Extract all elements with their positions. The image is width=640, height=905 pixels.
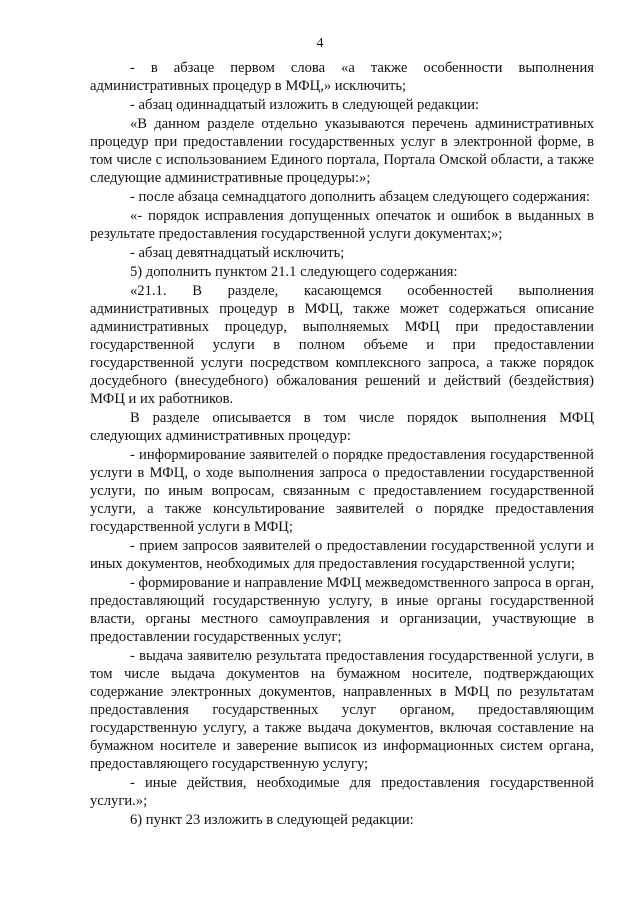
paragraph-after-seventeenth: - после абзаца семнадцатого дополнить абзацем следующего содержания: xyxy=(130,189,590,205)
paragraph-typo-correction: «- порядок исправления допущенных опечаток и ошибок в выданных в результате предоставления государственной услуги документах;»; xyxy=(90,208,594,242)
list-item-informing: - информирование заявителей о порядке предоставления государственной услуги в МФЦ, о ходе выполнения запроса о предоставлении государственной услуги, по иным вопросам, связанным с предоставлением государственной услуги, а также консультирование заявителей о порядке предоставления государственной услуги в МФЦ; xyxy=(90,447,594,535)
paragraph-nineteenth-delete: - абзац девятнадцатый исключить; xyxy=(130,245,345,261)
list-item-reception: - прием запросов заявителей о предоставлении государственной услуги и иных документов, необходимых для предоставления государственной услуги; xyxy=(90,538,594,572)
paragraph-delete-mfc-phrase: - в абзаце первом слова «а также особенности выполнения административных процедур в МФЦ,» исключить; xyxy=(90,60,594,94)
page-number: 4 xyxy=(316,36,324,51)
list-item-issuance: - выдача заявителю результата предоставления государственной услуги, в том числе выдача документов на бумажном носителе, подтверждающих содержание электронных документов, направленных в МФЦ по результатам предоставления государственных услуг органом, предоставляющим государственную услугу, а также выдача документов, включая составление на бумажном носителе и заверение выписок из информационных систем органа, предоставляющего государственную услугу; xyxy=(90,648,594,772)
list-item-interagency-request: - формирование и направление МФЦ межведомственного запроса в орган, предоставляющий государственную услугу, в иные органы государственной власти, органы местного самоуправления и организации, участвующие в предоставлении государственных услуг; xyxy=(90,575,594,645)
paragraph-section-description: В разделе описывается в том числе порядок выполнения МФЦ следующих административных процедур: xyxy=(90,410,594,444)
paragraph-item-6: 6) пункт 23 изложить в следующей редакции: xyxy=(130,812,414,828)
list-item-other-actions: - иные действия, необходимые для предоставления государственной услуги.»; xyxy=(90,775,594,809)
paragraph-electronic-procedures: «В данном разделе отдельно указываются перечень административных процедур при предоставлении государственных услуг в электронной форме, в том числе с использованием Единого портала, Портала Омской области, а также следующие административные процедуры:»; xyxy=(90,116,594,186)
document-body xyxy=(90,59,594,829)
paragraph-21-1: «21.1. В разделе, касающемся особенностей выполнения административных процедур в МФЦ, также может содержаться описание административных процедур, выполняемых МФЦ при предоставлении государственной услуги в полном объеме и при предоставлении государственной услуги посредством комплексного запроса, а также порядок досудебного (внесудебного) обжалования решений и действий (бездействия) МФЦ и их работников. xyxy=(90,283,594,407)
paragraph-eleventh-abzac: - абзац одиннадцатый изложить в следующей редакции: xyxy=(130,97,480,113)
paragraph-item-5: 5) дополнить пунктом 21.1 следующего содержания: xyxy=(130,264,458,280)
